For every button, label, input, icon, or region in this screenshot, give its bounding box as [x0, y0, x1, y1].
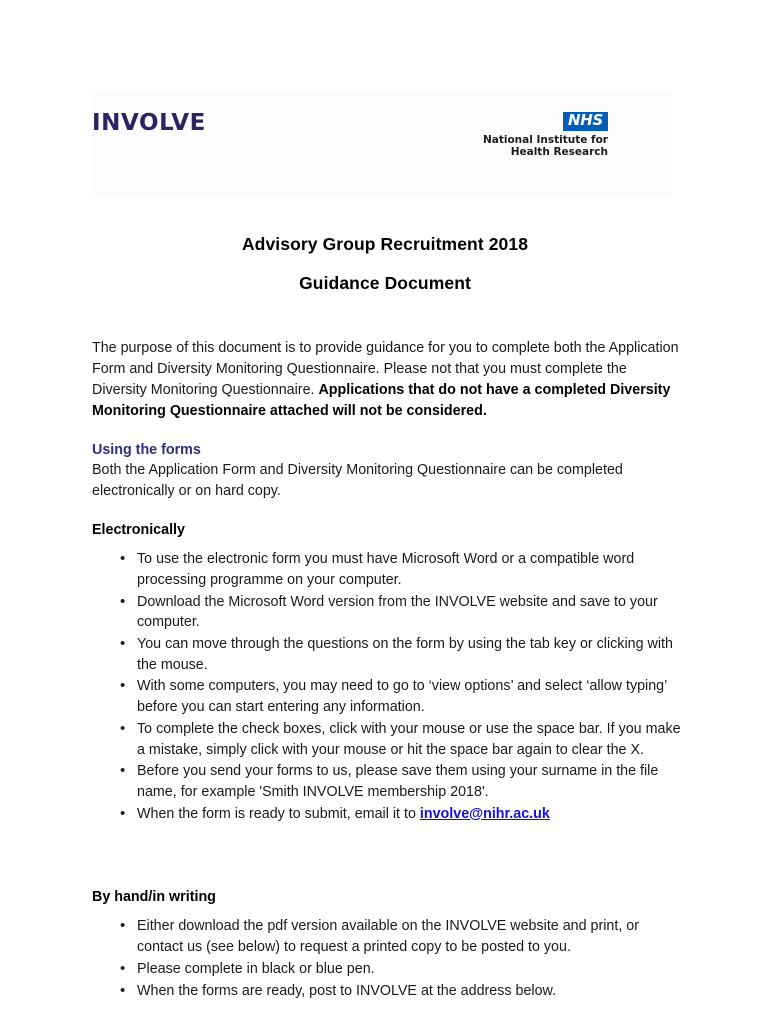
electronically-bullet-list — [92, 549, 684, 824]
list-item: • To complete the check boxes, click with your mouse or use the space bar. If you make a mistake, simply click with your mouse or hit the space bar again to clear the X. — [92, 719, 684, 760]
involve-email-link[interactable]: involve@nihr.ac.uk — [419, 805, 550, 822]
list-item: • Please complete in black or blue pen. — [92, 959, 684, 980]
using-the-forms-paragraph: Both the Application Form and Diversity Monitoring Questionnaire can be completed electronically or on hard copy. — [92, 462, 623, 500]
nhs-logo-box: NHS — [563, 112, 608, 131]
intro-paragraph-bold: Applications that do not have a completed Diversity Monitoring Questionnaire attached will not be considered. — [92, 382, 671, 420]
list-item: • Download the Microsoft Word version from the INVOLVE website and save to your computer. — [92, 592, 684, 633]
nhs-nihr-logo — [483, 112, 608, 159]
document-header-band — [92, 92, 672, 197]
list-item: • Before you send your forms to us, please save them using your surname in the file name, for example 'Smith INVOLVE membership 2018'. — [92, 761, 684, 802]
email-bullet-prefix: When the form is ready to submit, email it to — [137, 805, 420, 822]
section-heading-using-the-forms: Using the forms — [92, 442, 201, 459]
section-heading-by-hand: By hand/in writing — [92, 889, 216, 906]
list-item: • To use the electronic form you must have Microsoft Word or a compatible word processing programme on your computer. — [92, 549, 684, 590]
nhs-subtitle-line-1: National Institute for — [482, 133, 608, 146]
section-heading-electronically: Electronically — [92, 522, 185, 539]
list-item: • When the forms are ready, post to INVOLVE at the address below. — [92, 981, 684, 1002]
list-item-email — [92, 804, 684, 825]
by-hand-bullet-list — [92, 916, 684, 1001]
page-title-line-2: Guidance Document — [299, 272, 471, 293]
list-item: • Either download the pdf version available on the INVOLVE website and print, or contact us (see below) to request a printed copy to be posted to you. — [92, 916, 684, 957]
nhs-logo-subtitle — [483, 134, 608, 159]
document-content — [92, 338, 684, 1002]
intro-paragraph-normal: The purpose of this document is to provide guidance for you to complete both the Application Form and Diversity Monitoring Questionnaire. Please not that you must complete the Diversity Monitoring Questionnaire. — [92, 340, 679, 399]
section-spacer — [92, 825, 684, 869]
list-item: • With some computers, you may need to go to ‘view options’ and select ‘allow typing’ before you can start entering any information. — [92, 676, 684, 717]
intro-paragraph — [92, 338, 684, 422]
involve-logo: INVOLVE — [92, 110, 206, 136]
page-title-line-1: Advisory Group Recruitment 2018 — [241, 234, 529, 254]
list-item: • You can move through the questions on the form by using the tab key or clicking with the mouse. — [92, 634, 684, 675]
nhs-subtitle-line-2: Health Research — [510, 146, 608, 159]
page-title — [92, 236, 678, 292]
